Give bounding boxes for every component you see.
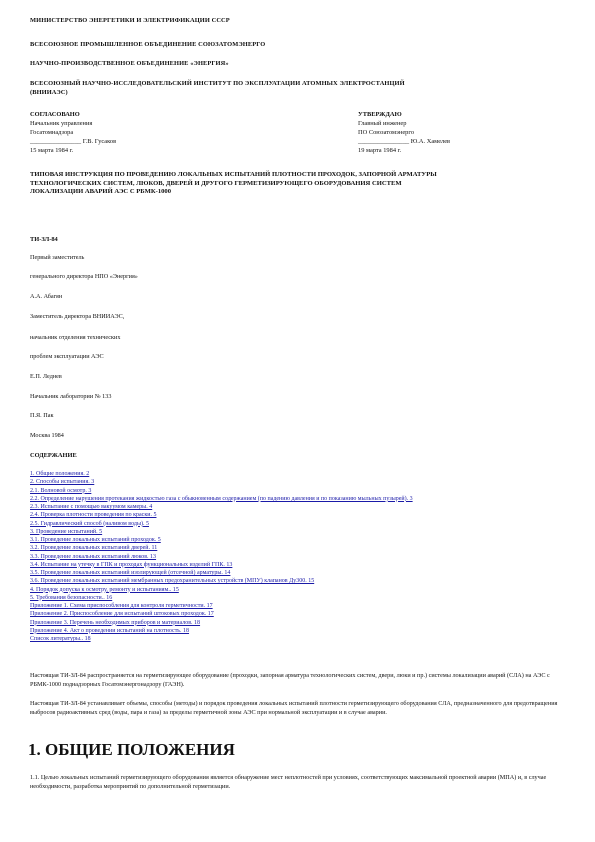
signatory-line-9: П.Я. Пак: [30, 412, 54, 419]
toc-link[interactable]: Приложение 1. Схема приспособления для контроля герметичности. 17: [30, 603, 213, 609]
publication-place: Москва 1984: [30, 432, 64, 439]
toc-link[interactable]: 3. Проведение испытаний. 5: [30, 528, 103, 535]
signatory-line-8: Начальник лаборатории № 133: [30, 393, 112, 400]
approved-line-1: Главный инженер: [358, 120, 407, 127]
toc-link[interactable]: 2.2. Определение нарушения протекания жидкостью газа с обыкновенным содержанием (по падению давления и по показанию мыльных пузырей). 3: [30, 495, 413, 502]
approved-line-2: ПО Союзатомэнерго: [358, 129, 415, 136]
signatory-line-6: проблем эксплуатации АЭС: [30, 353, 104, 360]
approved-line-3: ________________ Ю.А. Хамелев: [358, 138, 451, 145]
toc-link[interactable]: 2.3. Испытание с помощью вакуумом камеры. 4: [30, 504, 153, 510]
toc-link[interactable]: 4. Порядок допуска к осмотру, ремонту и испытаниям.. 15: [30, 586, 179, 593]
toc-link[interactable]: 3.2. Проведение локальных испытаний дверей. 11: [30, 545, 158, 552]
toc-link[interactable]: 2.4. Проверка плотности проведения по краски. 5: [30, 512, 157, 519]
section-paragraph-1-1: 1.1. Целью локальных испытаний герметизирующего оборудования является обнаружение мест неплотностей при условиях, соответствующих максимальной проектной аварии (МПА) и, в случае необходимости, разработка мероприятий по дополнительной герметизации.: [30, 774, 547, 790]
npo-header: НАУЧНО-ПРОИЗВОДСТВЕННОЕ ОБЪЕДИНЕНИЕ «ЭНЕРГИЯ»: [30, 60, 229, 67]
ministry-header: МИНИСТЕРСТВО ЭНЕРГЕТИКИ И ЭЛЕКТРИФИКАЦИИ СССР: [30, 17, 230, 24]
agreed-heading: СОГЛАСОВАНО: [30, 111, 80, 118]
approved-heading: УТВЕРЖДАЮ: [358, 111, 402, 118]
toc-link[interactable]: Приложение 3. Перечень необходимых приборов и материалов. 18: [30, 619, 201, 626]
toc-link[interactable]: 3.4. Испытание на утечку в ГПК и проходах функциональных изделий ГПК. 13: [30, 561, 233, 568]
agreed-date: 15 марта 1984 г.: [30, 147, 74, 154]
institute-abbr: (ВНИИАЭС): [30, 89, 68, 96]
signatory-line-4: Заместитель директора ВНИИАЭС,: [30, 313, 125, 320]
toc-link[interactable]: Приложение 2. Приспособление для испытаний штоковых проходок. 17: [30, 611, 214, 618]
toc-link[interactable]: 3.1. Проведение локальных испытаний проходок. 5: [30, 537, 161, 543]
document-code: ТИ-ЗЛ-84: [30, 236, 58, 243]
table-of-contents: [30, 470, 570, 643]
agreed-line-1: Начальник управления: [30, 120, 93, 127]
signatory-line-5: начальник отделения технических: [30, 334, 121, 341]
signatory-line-3: А.А. Абагян: [30, 293, 63, 300]
agreed-line-3: ________________ Г.В. Гусаков: [30, 138, 117, 145]
toc-link[interactable]: 5. Требования безопасности.. 16: [30, 594, 113, 601]
toc-link[interactable]: 3.6. Проведение локальных испытаний мембранных предохранительных устройств (МПУ) клапанов Ду300. 15: [30, 578, 315, 585]
section-heading-general: 1. ОБЩИЕ ПОЛОЖЕНИЯ: [28, 740, 235, 759]
signatory-line-2: генерального директора НПО «Энергия»: [30, 273, 138, 280]
institute-header: ВСЕСОЮЗНЫЙ НАУЧНО-ИССЛЕДОВАТЕЛЬСКИЙ ИНСТИТУТ ПО ЭКСПЛУАТАЦИИ АТОМНЫХ ЭЛЕКТРОСТАНЦИЙ: [30, 80, 405, 87]
signatory-line-1: Первый заместитель: [30, 254, 85, 261]
intro-paragraph-purpose: Настоящая ТИ-ЗЛ-84 устанавливает объемы, способы (методы) и порядок проведения локальных испытаний плотности герметизирующего оборудования СЛА, предназначенного для предотвращения выбросов радиоактивных сред (воды, пара и газа) за пределы герметичной зоны АЭС при нормальной эксплуатации и в случае аварии.: [30, 700, 558, 716]
toc-link[interactable]: 3.3. Проведение локальных испытаний люков. 13: [30, 553, 157, 560]
approval-approved-block: [358, 110, 450, 155]
intro-paragraph-scope: Настоящая ТИ-ЗЛ-84 распространяется на герметизирующее оборудование (проходки, запорная арматура технологических систем, двери, люки и пр.) системы локализации аварий (СЛА) на АЭС с РБМК-1000 поднадзорных Госатомэнергонадзору (ГАЭН).: [30, 672, 550, 688]
association-header: ВСЕСОЮЗНОЕ ПРОМЫШЛЕННОЕ ОБЪЕДИНЕНИЕ СОЮЗАТОМЭНЕРГО: [30, 41, 266, 48]
toc-link[interactable]: 2. Способы испытания. 3: [30, 479, 95, 486]
toc-link[interactable]: 1. Общие положения. 2: [30, 471, 90, 477]
approval-agreed-block: [30, 110, 116, 155]
toc-link[interactable]: 3.5. Проведение локальных испытаний изолирующей (отсечной) арматуры. 14: [30, 570, 231, 576]
signatory-line-7: Е.П. Леднев: [30, 373, 62, 380]
document-title: ТИПОВАЯ ИНСТРУКЦИЯ ПО ПРОВЕДЕНИЮ ЛОКАЛЬНЫХ ИСПЫТАНИЙ ПЛОТНОСТИ ПРОХОДОК, ЗАПОРНОЙ АРМАТУРЫ ТЕХНОЛОГИЧЕСКИХ СИСТЕМ, ЛЮКОВ, ДВЕРЕЙ И ДРУГОГО ГЕРМЕТИЗИРУЮЩЕГО ОБОРУДОВАНИЯ СИСТЕМ ЛОКАЛИЗАЦИИ АВАРИЙ АЭС С РБМК-1000: [30, 171, 437, 196]
toc-link[interactable]: 2.5. Гидравлический способ (наливом воды). 5: [30, 520, 150, 527]
agreed-line-2: Госатомнадзора: [30, 129, 74, 136]
approved-date: 19 марта 1984 г.: [358, 147, 402, 154]
toc-link[interactable]: Приложение 4. Акт о проведении испытаний на плотность. 18: [30, 627, 190, 634]
toc-link[interactable]: 2.1. Волновой осмотр. 3: [30, 487, 92, 494]
toc-heading: СОДЕРЖАНИЕ: [30, 452, 77, 459]
toc-link[interactable]: Список литературы.. 18: [30, 636, 91, 642]
